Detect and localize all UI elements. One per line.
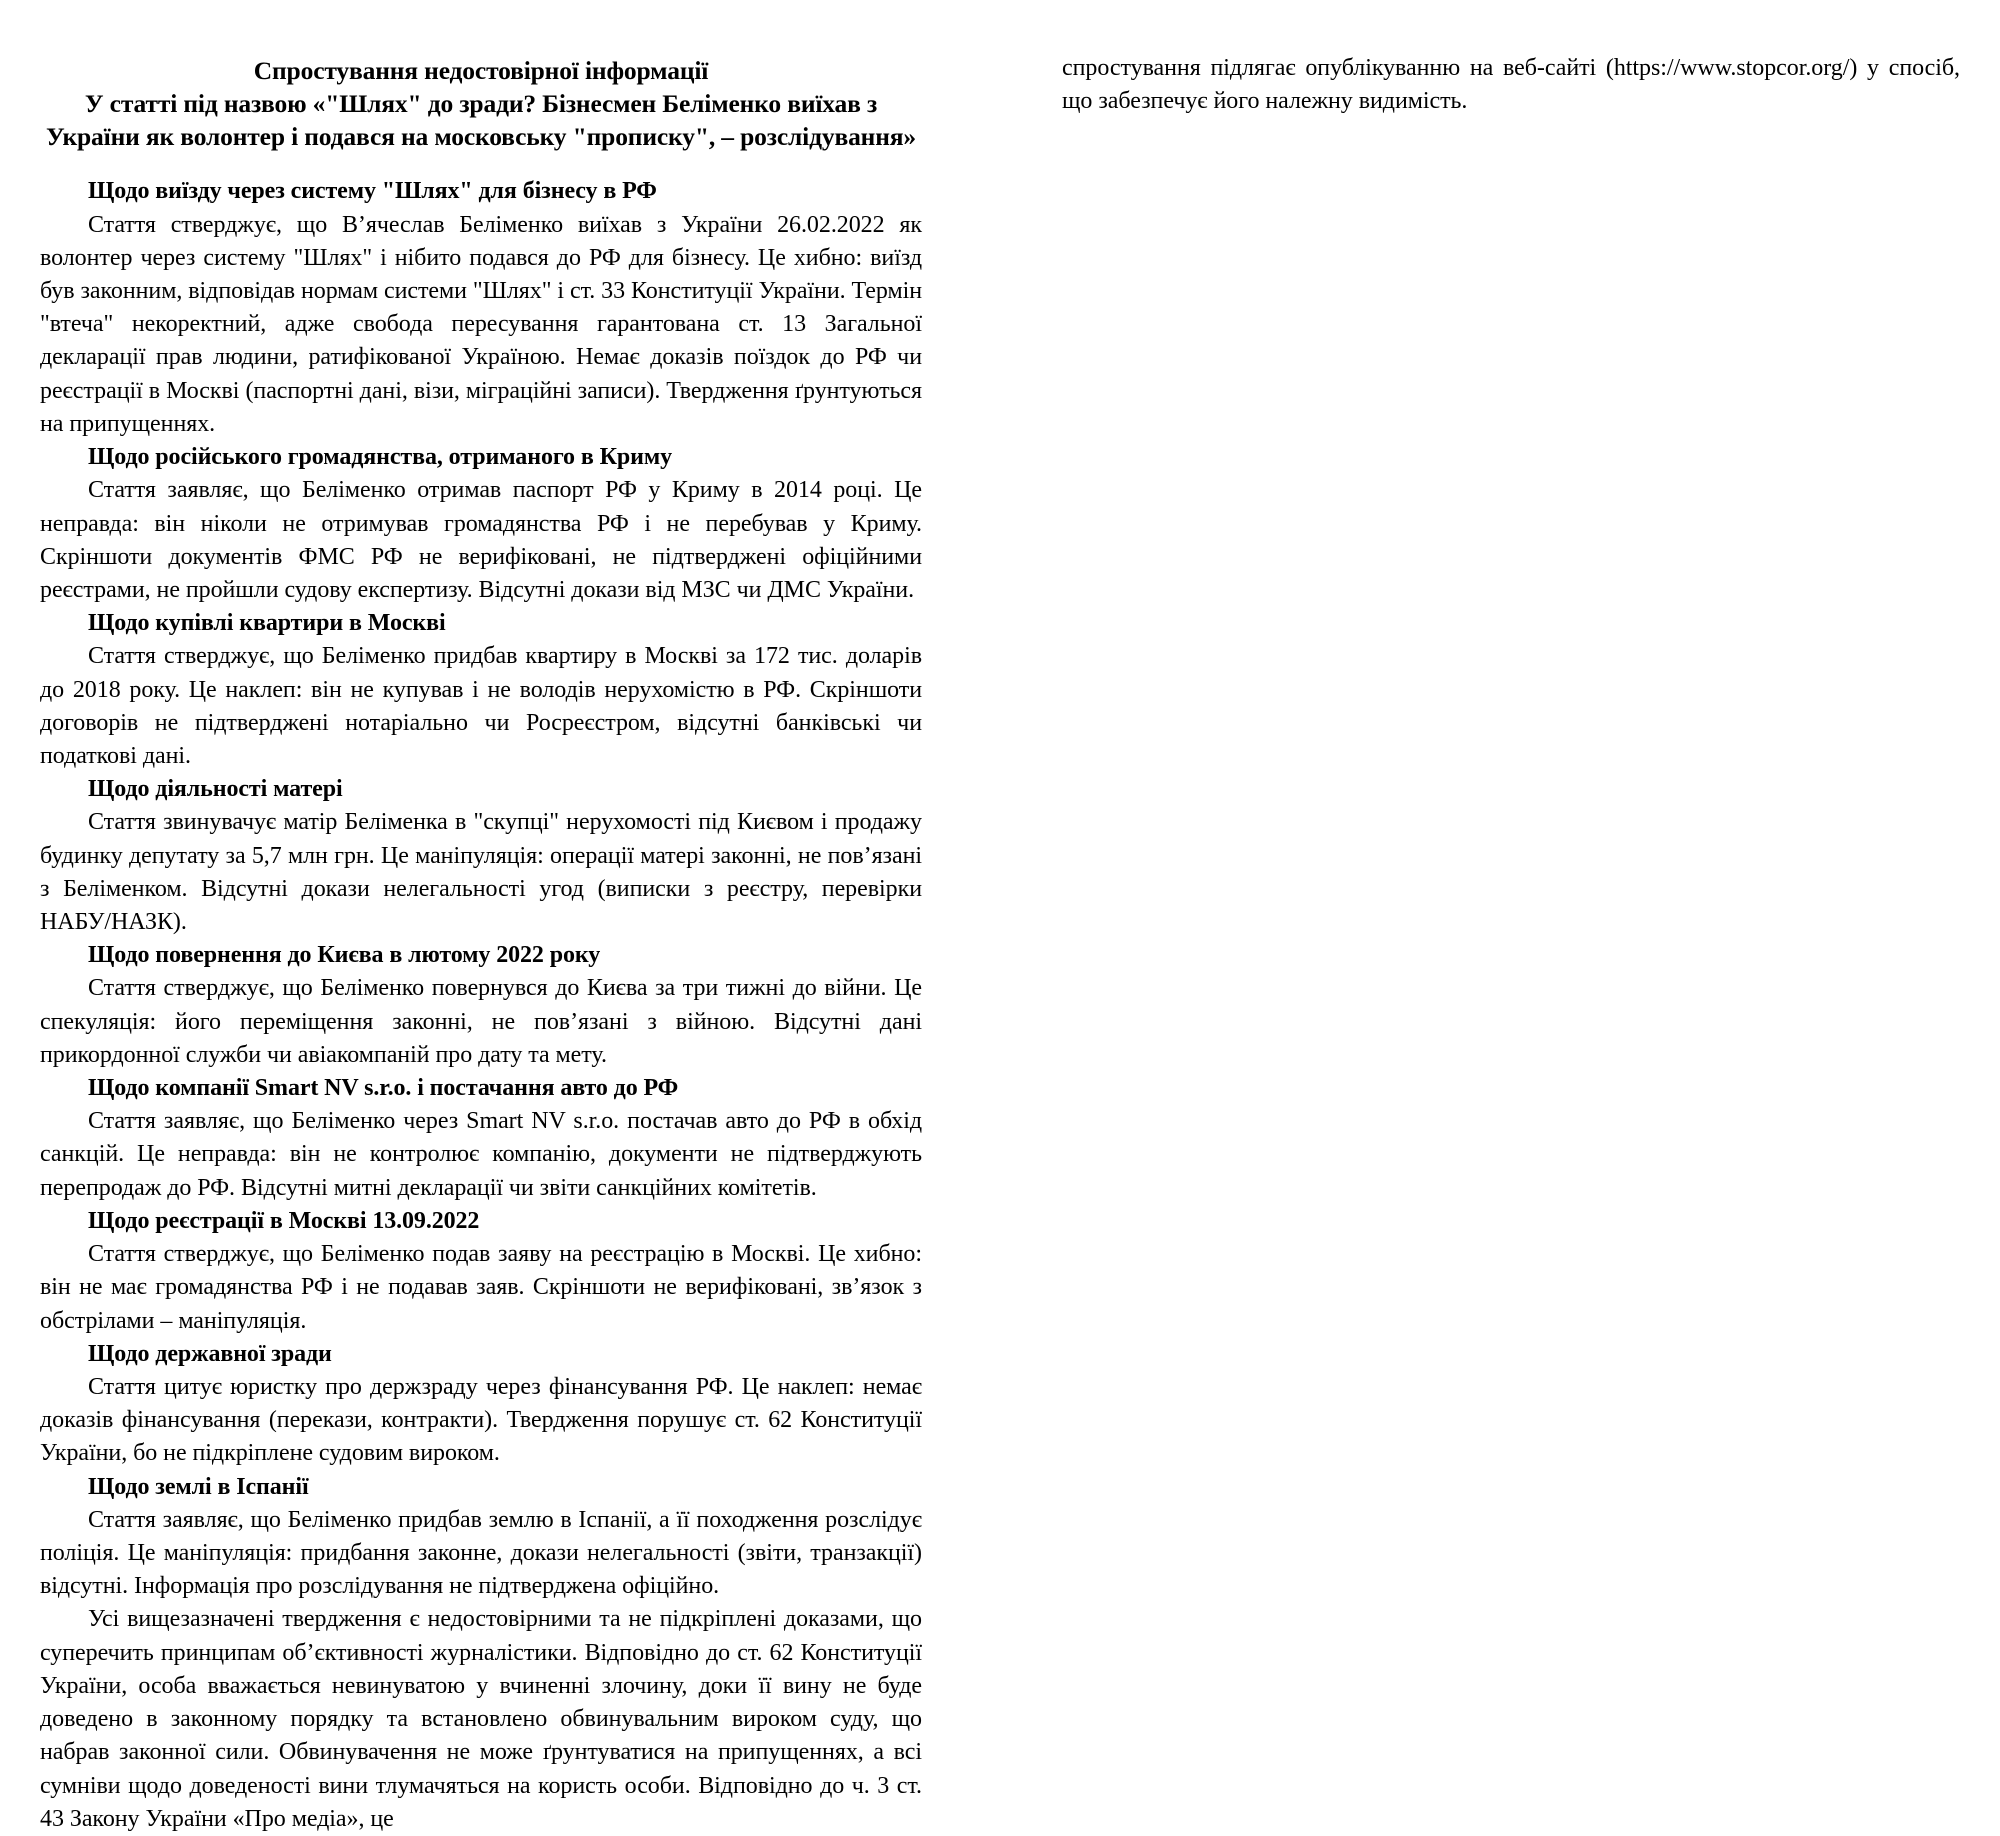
title-line-3: України як волонтер і подався на московську "прописку", – розслідування»: [45, 122, 917, 152]
section-heading: Щодо російського громадянства, отриманого в Криму: [88, 444, 673, 471]
page-right: [1000, 0, 2000, 1383]
section-smart-nv: [40, 1072, 922, 1205]
section-body: Стаття цитує юристку про держзраду через фінансування РФ. Це наклеп: немає доказів фінансування (перекази, контракти). Твердження порушує ст. 62 Конституції України, бо не підкріплене судовим вироком.: [40, 1373, 922, 1467]
conclusion-paragraph-left: Усі вищезазначені твердження є недостовірними та не підкріплені доказами, що суперечить принципам об’єктивності журналістики. Відповідно до ст. 62 Конституції України, особа вважається невинуватою у вчиненні злочину, доки її вину не буде доведено в законному порядку та встановлено обвинувальним вироком суду, що набрав законної сили. Обвинувачення не може ґрунтуватися на припущеннях, а всі сумніви щодо доведеності вини тлумачяться на користь особи. Відповідно до ч. 3 ст. 43 Закону України «Про медіа», це: [40, 1606, 922, 1832]
section-mother-activity: [40, 773, 922, 939]
section-heading: Щодо повернення до Києва в лютому 2022 року: [88, 942, 601, 969]
section-heading: Щодо купівлі квартири в Москві: [88, 610, 446, 637]
section-return-to-kyiv: [40, 939, 922, 1072]
section-body: Стаття стверджує, що Беліменко подав заяву на реєстрацію в Москві. Це хибно: він не має громадянства РФ і не подавав заяв. Скріншоти не верифіковані, зв’язок з обстрілами – маніпуляція.: [40, 1241, 922, 1334]
title-line-1: Спростування недостовірної інформації: [253, 56, 709, 85]
section-heading: Щодо діяльності матері: [88, 776, 343, 803]
section-heading: Щодо землі в Іспанії: [88, 1473, 309, 1500]
section-moscow-apartment: [40, 607, 922, 773]
title-spacer: [40, 153, 922, 175]
section-body: Стаття заявляє, що Беліменко придбав землю в Іспанії, а її походження розслідує поліція. Це маніпуляція: придбання законне, докази нелегальності (звіти, транзакції) відсутні. Інформація про розслідування не підтверджена офіційно.: [40, 1506, 922, 1600]
section-russian-citizenship: [40, 441, 922, 607]
section-moscow-registration: [40, 1205, 922, 1338]
section-heading: Щодо компанії Smart NV s.r.o. і постачання авто до РФ: [88, 1075, 679, 1102]
document-title: [40, 54, 922, 153]
conclusion-paragraph-right: спростування підлягає опублікуванню на веб-сайті (https://www.stopcor.org/) у спосіб, що забезпечує його належну видимість.: [1062, 55, 1960, 115]
section-shlyakh-exit: [40, 175, 922, 441]
title-line-2: У статті під назвою «"Шлях" до зради? Бізнесмен Беліменко виїхав з: [84, 89, 878, 119]
section-heading: Щодо виїзду через систему "Шлях" для бізнесу в РФ: [88, 178, 657, 205]
section-treason: [40, 1338, 922, 1471]
page-left: [0, 0, 1000, 1832]
section-heading: Щодо реєстрації в Москві 13.09.2022: [88, 1207, 480, 1234]
section-body: Стаття стверджує, що Беліменко повернувся до Києва за три тижні до війни. Це спекуляція: його переміщення законні, не пов’язані з війною. Відсутні дані прикордонної служби чи авіакомпаній про дату та мету.: [40, 975, 922, 1068]
section-body: Стаття стверджує, що В’ячеслав Беліменко виїхав з України 26.02.2022 як волонтер через систему "Шлях" і нібито подався до РФ для бізнесу. Це хибно: виїзд був законним, відповідав нормам системи "Шлях" і ст. 33 Конституції України. Термін "втеча" некоректний, адже свобода пересування гарантована ст. 13 Загальної декларації прав людини, ратифікованої Україною. Немає доказів поїздок до РФ чи реєстрації в Москві (паспортні дані, візи, міграційні записи). Твердження ґрунтуються на припущеннях.: [40, 211, 922, 437]
section-body: Стаття стверджує, що Беліменко придбав квартиру в Москві за 172 тис. доларів до 2018 року. Це наклеп: він не купував і не володів нерухомістю в РФ. Скріншоти договорів не підтверджені нотаріально чи Росреєстром, відсутні банківські чи податкові дані.: [40, 643, 922, 770]
section-body: Стаття звинувачує матір Беліменка в "скупці" нерухомості під Києвом і продажу будинку депутату за 5,7 млн грн. Це маніпуляція: операції матері законні, не пов’язані з Беліменком. Відсутні докази нелегальності угод (виписки з реєстру, перевірки НАБУ/НАЗК).: [40, 809, 922, 936]
section-heading: Щодо державної зради: [88, 1340, 332, 1367]
section-body: Стаття заявляє, що Беліменко отримав паспорт РФ у Криму в 2014 році. Це неправда: він ніколи не отримував громадянства РФ і не перебував у Криму. Скріншоти документів ФМС РФ не верифіковані, не підтверджені офіційними реєстрами, не пройшли судову експертизу. Відсутні докази від МЗС чи ДМС України.: [40, 477, 922, 603]
section-land-in-spain: [40, 1471, 922, 1604]
section-body: Стаття заявляє, що Беліменко через Smart NV s.r.o. постачав авто до РФ в обхід санкцій. Це неправда: він не контролює компанію, документи не підтверджують перепродаж до РФ. Відсутні митні декларації чи звіти санкційних комітетів.: [40, 1108, 922, 1201]
